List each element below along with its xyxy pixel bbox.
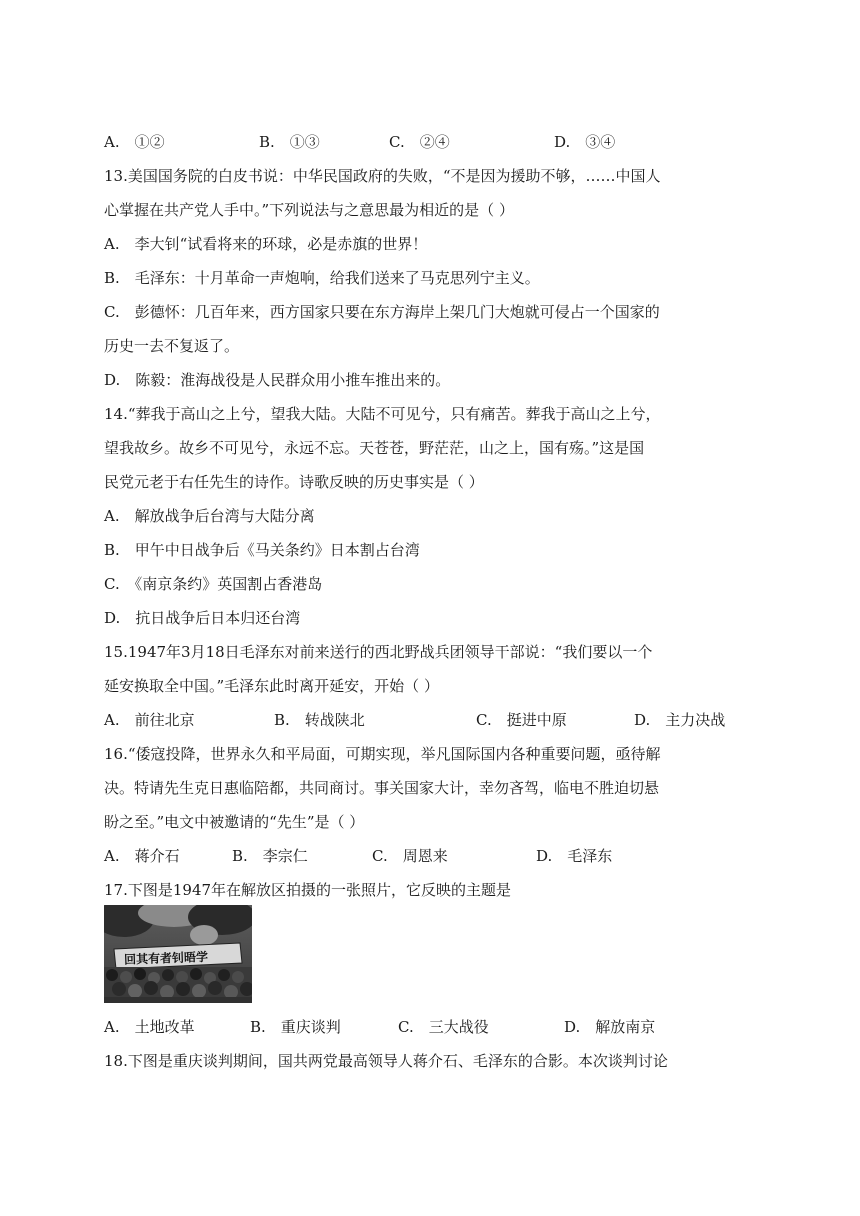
q15-option-c[interactable]: C. 挺进中原 xyxy=(476,711,567,729)
q17-option-d[interactable]: D. 解放南京 xyxy=(564,1018,656,1036)
q16-option-b[interactable]: B. 李宗仁 xyxy=(232,847,308,865)
photo-banner-text: 回其有者钊晤学 xyxy=(123,949,209,967)
q12-option-b[interactable]: B. ①③ xyxy=(259,133,320,151)
q12-option-a[interactable]: A. ①② xyxy=(104,133,165,151)
q13-option-c[interactable]: C. 彭德怀：几百年来，西方国家只要在东方海岸上架几门大炮就可侵占一个国家的 xyxy=(104,303,660,321)
q12-option-d[interactable]: D. ③④ xyxy=(554,133,616,151)
q15-option-d[interactable]: D. 主力决战 xyxy=(634,711,726,729)
q16-stem-line-1: 16.“倭寇投降，世界永久和平局面，可期实现，举凡国际国内各种重要问题，亟待解 xyxy=(104,745,661,763)
q14-option-c[interactable]: C. 《南京条约》英国割占香港岛 xyxy=(104,575,323,593)
q17-option-a[interactable]: A. 土地改革 xyxy=(104,1018,195,1036)
q14-option-a[interactable]: A. 解放战争后台湾与大陆分离 xyxy=(104,507,315,525)
q13-option-a[interactable]: A. 李大钊“试看将来的环球，必是赤旗的世界！ xyxy=(104,235,428,253)
q17-options xyxy=(104,1017,784,1037)
q18-stem-line-1: 18.下图是重庆谈判期间，国共两党最高领导人蒋介石、毛泽东的合影。本次谈判讨论 xyxy=(104,1052,668,1070)
q17-option-c[interactable]: C. 三大战役 xyxy=(398,1018,489,1036)
q13-stem-line-1: 13.美国国务院的白皮书说：中华民国政府的失败，“不是因为援助不够，……中国人 xyxy=(104,167,661,185)
q16-option-c[interactable]: C. 周恩来 xyxy=(372,847,448,865)
q17-photo xyxy=(104,905,252,1003)
q13-option-b[interactable]: B. 毛泽东：十月革命一声炮响，给我们送来了马克思列宁主义。 xyxy=(104,269,540,287)
q14-stem-line-3: 民党元老于右任先生的诗作。诗歌反映的历史事实是（ ） xyxy=(104,473,484,491)
q15-stem-line-2: 延安换取全中国。”毛泽东此时离开延安，开始（ ） xyxy=(104,677,439,695)
q13-stem-line-2: 心掌握在共产党人手中。”下列说法与之意思最为相近的是（ ） xyxy=(104,201,514,219)
q16-options xyxy=(104,846,784,866)
q14-option-d[interactable]: D. 抗日战争后日本归还台湾 xyxy=(104,609,301,627)
q12-option-c[interactable]: C. ②④ xyxy=(389,133,450,151)
q15-options xyxy=(104,710,784,730)
q16-option-d[interactable]: D. 毛泽东 xyxy=(536,847,613,865)
q15-option-b[interactable]: B. 转战陕北 xyxy=(274,711,365,729)
q15-option-a[interactable]: A. 前往北京 xyxy=(104,711,195,729)
q14-option-b[interactable]: B. 甲午中日战争后《马关条约》日本割占台湾 xyxy=(104,541,420,559)
q12-options xyxy=(104,132,784,152)
q17-stem: 17.下图是1947年在解放区拍摄的一张照片，它反映的主题是 xyxy=(104,881,512,899)
q14-stem-line-1: 14.“葬我于高山之上兮，望我大陆。大陆不可见兮，只有痛苦。葬我于高山之上兮， xyxy=(104,405,661,423)
q16-stem-line-2: 决。特请先生克日惠临陪都，共同商讨。事关国家大计，幸勿吝驾，临电不胜迫切悬 xyxy=(104,779,660,797)
q14-stem-line-2: 望我故乡。故乡不可见兮，永远不忘。天苍苍，野茫茫，山之上，国有殇。”这是国 xyxy=(104,439,645,457)
q16-option-a[interactable]: A. 蒋介石 xyxy=(104,847,180,865)
q17-option-b[interactable]: B. 重庆谈判 xyxy=(250,1018,341,1036)
q16-stem-line-3: 盼之至。”电文中被邀请的“先生”是（ ） xyxy=(104,813,365,831)
q13-option-d[interactable]: D. 陈毅：淮海战役是人民群众用小推车推出来的。 xyxy=(104,371,451,389)
q13-option-c-continued: 历史一去不复返了。 xyxy=(104,337,240,355)
q15-stem-line-1: 15.1947年3月18日毛泽东对前来送行的西北野战兵团领导干部说：“我们要以一个 xyxy=(104,643,653,661)
